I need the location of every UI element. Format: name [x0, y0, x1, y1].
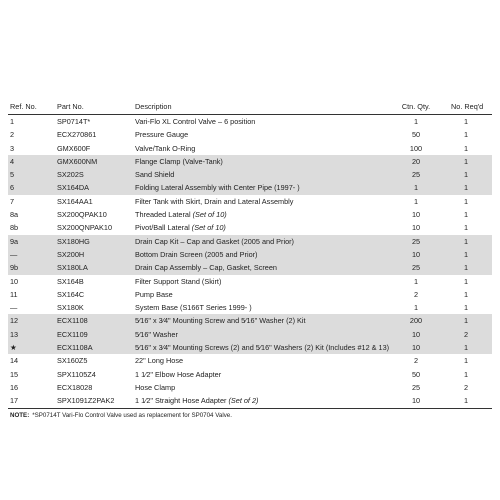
table-row	[8, 381, 492, 394]
description-text: 5⁄16" Washer	[135, 329, 178, 339]
ref-no-cell: 6	[10, 183, 15, 193]
description-cell	[135, 115, 425, 128]
ctn-qty-cell: 25	[411, 263, 421, 273]
part-no-cell: GMX600F	[57, 143, 91, 153]
description-cell	[135, 341, 425, 354]
ref-no-cell: 14	[10, 356, 19, 366]
description-text: Folding Lateral Assembly with Center Pipe (1997- )	[135, 183, 300, 193]
part-no-cell: SP0714T*	[57, 117, 91, 126]
description-text: System Base (S166T Series 1999- )	[135, 303, 252, 313]
ctn-qty-cell: 1	[413, 117, 419, 126]
part-no-cell: ECX1108	[57, 316, 88, 326]
no-reqd-cell: 1	[463, 117, 469, 126]
ref-no-cell: —	[10, 249, 18, 259]
part-no-cell: SX164DA	[57, 183, 90, 193]
description-italic-note: (Set of 10)	[191, 223, 226, 233]
description-text: 22" Long Hose	[135, 356, 184, 366]
ctn-qty-cell: 10	[411, 210, 421, 220]
table-row	[8, 181, 492, 194]
no-reqd-cell: 1	[463, 143, 469, 153]
table-row	[8, 128, 492, 141]
table-row	[8, 155, 492, 168]
ref-no-cell: 1	[10, 117, 15, 126]
table-header	[8, 100, 492, 115]
description-text: 1 1⁄2" Straight Hose Adapter	[135, 396, 229, 406]
table-row	[8, 195, 492, 208]
part-no-cell: ECX1108A	[57, 343, 93, 353]
ctn-qty-cell: 1	[413, 183, 419, 193]
description-cell	[135, 275, 425, 288]
description-text: Vari-Flo XL Control Valve – 6 position	[135, 117, 256, 126]
no-reqd-cell: 2	[463, 329, 469, 339]
description-cell	[135, 168, 425, 181]
description-cell	[135, 314, 425, 327]
table-row	[8, 261, 492, 274]
description-cell	[135, 155, 425, 168]
ctn-qty-cell: 50	[411, 130, 421, 140]
description-cell	[135, 288, 425, 301]
description-text: Pivot/Ball Lateral	[135, 223, 192, 233]
ctn-qty-cell: 100	[409, 143, 423, 153]
no-reqd-cell: 1	[463, 303, 469, 313]
ctn-qty-cell: 50	[411, 369, 421, 379]
part-no-cell: SX164B	[57, 276, 84, 286]
description-cell	[135, 301, 425, 314]
ctn-qty-cell: 200	[409, 316, 423, 326]
ctn-qty-cell: 2	[413, 289, 419, 299]
description-text: 1 1⁄2" Elbow Hose Adapter	[135, 369, 222, 379]
description-text: 5⁄16" x 3⁄4" Mounting Screws (2) and 5⁄16" Washers (2) Kit (Includes #12 & 13)	[135, 343, 390, 353]
ref-no-cell: 17	[10, 396, 19, 406]
no-reqd-cell: 1	[463, 249, 469, 259]
ctn-qty-cell: 20	[411, 156, 421, 166]
description-text: Drain Cap Kit – Cap and Gasket (2005 and Prior)	[135, 236, 294, 246]
ctn-qty-cell: 1	[413, 196, 419, 206]
table-row	[8, 394, 492, 407]
ctn-qty-cell: 10	[411, 223, 421, 233]
description-text: Bottom Drain Screen (2005 and Prior)	[135, 249, 258, 259]
ref-no-cell: 7	[10, 196, 15, 206]
description-cell	[135, 261, 425, 274]
note-label: NOTE:	[10, 411, 30, 419]
table-row	[8, 328, 492, 341]
no-reqd-cell: 1	[463, 170, 469, 180]
description-text: Pressure Gauge	[135, 130, 189, 140]
table-row	[8, 142, 492, 155]
description-cell	[135, 142, 425, 155]
no-reqd-cell: 1	[463, 210, 469, 220]
description-text: Threaded Lateral	[135, 210, 193, 220]
description-cell	[135, 248, 425, 261]
table-note	[8, 411, 492, 421]
ref-no-cell: 16	[10, 382, 19, 392]
part-no-cell: SX180HG	[57, 236, 90, 246]
table-row	[8, 248, 492, 261]
no-reqd-cell: 1	[463, 396, 469, 406]
ref-no-cell: 12	[10, 316, 19, 326]
description-cell	[135, 328, 425, 341]
ref-no-cell: 5	[10, 170, 15, 180]
no-reqd-cell: 1	[463, 183, 469, 193]
description-cell	[135, 181, 425, 194]
description-cell	[135, 368, 425, 381]
description-text: Filter Tank with Skirt, Drain and Lateral Assembly	[135, 196, 294, 206]
ref-no-cell: 11	[10, 289, 18, 299]
part-no-cell: SX180K	[57, 303, 84, 313]
ref-no-cell: 9a	[10, 236, 19, 246]
no-reqd-cell: 2	[463, 382, 469, 392]
description-cell	[135, 128, 425, 141]
description-text: Drain Cap Assembly – Cap, Gasket, Screen	[135, 263, 277, 273]
ctn-qty-cell: 10	[411, 343, 421, 353]
table-row	[8, 288, 492, 301]
ref-no-cell: 8a	[10, 210, 19, 220]
part-no-cell: ECX1109	[57, 329, 88, 339]
part-no-cell: SX200H	[57, 249, 85, 259]
description-text: Hose Clamp	[135, 382, 176, 392]
no-reqd-cell: 1	[463, 223, 469, 233]
description-cell	[135, 195, 425, 208]
ctn-qty-cell: 10	[411, 396, 421, 406]
part-no-cell: SPX1091Z2PAK2	[57, 396, 115, 406]
table-row	[8, 208, 492, 221]
no-reqd-cell: 1	[463, 196, 469, 206]
description-italic-note: (Set of 2)	[228, 396, 259, 406]
ctn-qty-cell: 10	[411, 329, 421, 339]
ref-no-cell: —	[10, 303, 18, 313]
no-reqd-cell: 1	[463, 130, 469, 140]
part-no-cell: SX200QNPAK10	[57, 223, 113, 233]
part-no-cell: ECX18028	[57, 382, 93, 392]
part-no-cell: SX202S	[57, 170, 84, 180]
table-bottom-rule	[8, 408, 492, 409]
ref-no-cell: ★	[10, 343, 17, 353]
ctn-qty-cell: 10	[411, 249, 421, 259]
ref-no-cell: 13	[10, 329, 19, 339]
ref-no-cell: 4	[10, 156, 15, 166]
description-text: Pump Base	[135, 289, 173, 299]
part-no-cell: SX200QPAK10	[57, 210, 107, 220]
description-cell	[135, 208, 425, 221]
no-reqd-cell: 1	[463, 369, 469, 379]
description-text: Filter Support Stand (Skirt)	[135, 276, 222, 286]
parts-list-document	[8, 100, 492, 421]
description-cell	[135, 221, 425, 234]
table-row	[8, 221, 492, 234]
header-part-no: Part No.	[57, 102, 84, 111]
ctn-qty-cell: 1	[413, 303, 419, 313]
header-no-reqd: No. Req'd	[451, 102, 484, 111]
part-no-cell: SX160Z5	[57, 356, 88, 366]
header-description: Description	[135, 102, 172, 111]
no-reqd-cell: 1	[463, 316, 469, 326]
ref-no-cell: 9b	[10, 263, 19, 273]
description-text: Flange Clamp (Valve-Tank)	[135, 156, 223, 166]
note-text: *SP0714T Vari-Flo Control Valve used as replacement for SP0704 Valve.	[32, 411, 232, 419]
header-ref-no: Ref. No.	[10, 102, 37, 111]
description-text: 5⁄16" x 3⁄4" Mounting Screw and 5⁄16" Washer (2) Kit	[135, 316, 306, 326]
table-row	[8, 368, 492, 381]
table-body	[8, 115, 492, 408]
no-reqd-cell: 1	[463, 289, 469, 299]
table-row	[8, 235, 492, 248]
table-row	[8, 354, 492, 367]
description-italic-note: (Set of 10)	[192, 210, 227, 220]
ref-no-cell: 15	[10, 369, 19, 379]
table-row	[8, 115, 492, 128]
description-cell	[135, 235, 425, 248]
ref-no-cell: 2	[10, 130, 15, 140]
table-row	[8, 314, 492, 327]
no-reqd-cell: 1	[463, 276, 469, 286]
no-reqd-cell: 1	[463, 156, 469, 166]
description-cell	[135, 394, 425, 407]
ctn-qty-cell: 25	[411, 382, 421, 392]
part-no-cell: SX164C	[57, 289, 85, 299]
part-no-cell: SX180LA	[57, 263, 88, 273]
ctn-qty-cell: 25	[411, 170, 421, 180]
ref-no-cell: 3	[10, 143, 15, 153]
no-reqd-cell: 1	[463, 356, 469, 366]
description-cell	[135, 354, 425, 367]
header-ctn-qty: Ctn. Qty.	[401, 102, 431, 111]
description-text: Sand Shield	[135, 170, 175, 180]
ref-no-cell: 10	[10, 276, 19, 286]
no-reqd-cell: 1	[463, 263, 469, 273]
ctn-qty-cell: 1	[413, 276, 419, 286]
table-row	[8, 341, 492, 354]
description-text: Valve/Tank O-Ring	[135, 143, 196, 153]
no-reqd-cell: 1	[463, 236, 469, 246]
part-no-cell: GMX600NM	[57, 156, 98, 166]
part-no-cell: ECX270861	[57, 130, 97, 140]
description-cell	[135, 381, 425, 394]
ref-no-cell: 8b	[10, 223, 19, 233]
table-row	[8, 301, 492, 314]
table-row	[8, 168, 492, 181]
part-no-cell: SX164AA1	[57, 196, 93, 206]
ctn-qty-cell: 25	[411, 236, 421, 246]
ctn-qty-cell: 2	[413, 356, 419, 366]
part-no-cell: SPX1105Z4	[57, 369, 96, 379]
table-row	[8, 275, 492, 288]
no-reqd-cell: 1	[463, 343, 469, 353]
